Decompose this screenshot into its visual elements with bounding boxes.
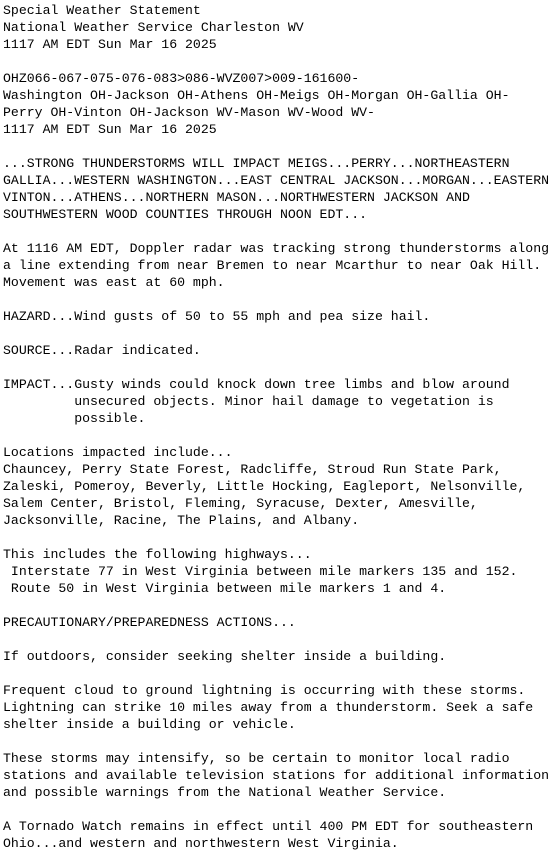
statement-line <box>3 529 555 546</box>
statement-line: stations and available television stations for additional information <box>3 768 550 783</box>
statement-line: Lightning can strike 10 miles away from a thunderstorm. Seek a safe <box>3 700 534 715</box>
statement-line: SOURCE...Radar indicated. <box>3 343 201 358</box>
statement-line <box>3 223 555 240</box>
statement-line <box>3 631 555 648</box>
statement-line: Movement was east at 60 mph. <box>3 275 225 290</box>
statement-line <box>3 53 555 70</box>
statement-line: Frequent cloud to ground lightning is occurring with these storms. <box>3 683 526 698</box>
statement-line: OHZ066-067-075-076-083>086-WVZ007>009-161600- <box>3 71 360 86</box>
statement-line: Ohio...and western and northwestern West Virginia. <box>3 836 399 851</box>
statement-line: Zaleski, Pomeroy, Beverly, Little Hocking, Eagleport, Nelsonville, <box>3 479 526 494</box>
statement-line: a line extending from near Bremen to near Mcarthur to near Oak Hill. <box>3 258 542 273</box>
statement-line: National Weather Service Charleston WV <box>3 20 304 35</box>
statement-line: VINTON...ATHENS...NORTHERN MASON...NORTHWESTERN JACKSON AND <box>3 190 470 205</box>
statement-line <box>3 427 555 444</box>
statement-line: These storms may intensify, so be certain to monitor local radio <box>3 751 510 766</box>
statement-line: Perry OH-Vinton OH-Jackson WV-Mason WV-Wood WV- <box>3 105 375 120</box>
statement-line: Interstate 77 in West Virginia between mile markers 135 and 152. <box>3 564 518 579</box>
statement-line: and possible warnings from the National Weather Service. <box>3 785 447 800</box>
statement-line: possible. <box>3 411 146 426</box>
statement-line: Special Weather Statement <box>3 3 201 18</box>
statement-line: GALLIA...WESTERN WASHINGTON...EAST CENTRAL JACKSON...MORGAN...EASTERN <box>3 173 550 188</box>
statement-line <box>3 665 555 682</box>
statement-line: Locations impacted include... <box>3 445 233 460</box>
statement-line <box>3 597 555 614</box>
statement-line: ...STRONG THUNDERSTORMS WILL IMPACT MEIGS...PERRY...NORTHEASTERN <box>3 156 510 171</box>
statement-line <box>3 359 555 376</box>
statement-line: shelter inside a building or vehicle. <box>3 717 296 732</box>
statement-line: Salem Center, Bristol, Fleming, Syracuse, Dexter, Amesville, <box>3 496 478 511</box>
statement-line <box>3 138 555 155</box>
statement-line: unsecured objects. Minor hail damage to vegetation is <box>3 394 494 409</box>
statement-line: At 1116 AM EDT, Doppler radar was tracking strong thunderstorms along <box>3 241 550 256</box>
statement-line: Washington OH-Jackson OH-Athens OH-Meigs OH-Morgan OH-Gallia OH- <box>3 88 510 103</box>
statement-line: Route 50 in West Virginia between mile markers 1 and 4. <box>3 581 447 596</box>
statement-line <box>3 801 555 818</box>
statement-line: SOUTHWESTERN WOOD COUNTIES THROUGH NOON EDT... <box>3 207 368 222</box>
statement-line: 1117 AM EDT Sun Mar 16 2025 <box>3 122 217 137</box>
statement-line: This includes the following highways... <box>3 547 312 562</box>
statement-line: HAZARD...Wind gusts of 50 to 55 mph and pea size hail. <box>3 309 431 324</box>
statement-line <box>3 291 555 308</box>
statement-line: Jacksonville, Racine, The Plains, and Albany. <box>3 513 360 528</box>
statement-line: Chauncey, Perry State Forest, Radcliffe, Stroud Run State Park, <box>3 462 502 477</box>
statement-line: PRECAUTIONARY/PREPAREDNESS ACTIONS... <box>3 615 296 630</box>
statement-line: IMPACT...Gusty winds could knock down tree limbs and blow around <box>3 377 510 392</box>
statement-line <box>3 325 555 342</box>
statement-line: If outdoors, consider seeking shelter inside a building. <box>3 649 447 664</box>
statement-line: A Tornado Watch remains in effect until 400 PM EDT for southeastern <box>3 819 534 834</box>
statement-line <box>3 733 555 750</box>
statement-line: 1117 AM EDT Sun Mar 16 2025 <box>3 37 217 52</box>
